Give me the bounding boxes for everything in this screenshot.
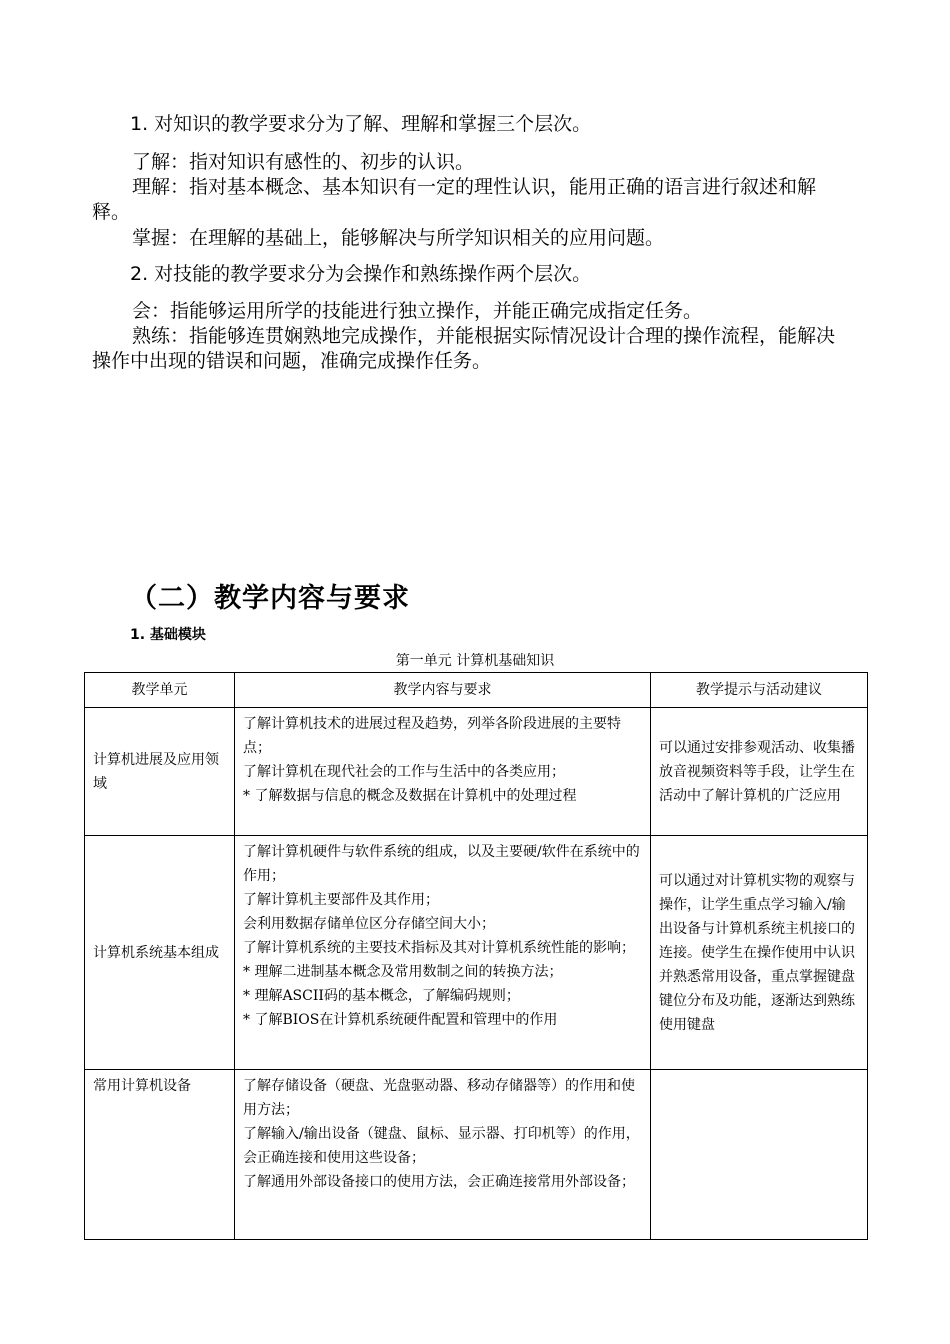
section-title: （二）教学内容与要求 [130,583,410,614]
content-item: 了解存储设备（硬盘、光盘驱动器、移动存储器等）的作用和使用方法； [243,1078,635,1118]
section-subtitle: 1. 基础模块 [130,627,206,643]
table-row [85,708,868,836]
row-unit: 常用计算机设备 [85,1070,235,1240]
row-tips: 可以通过安排参观活动、收集播放音视频资料等手段，让学生在活动中了解计算机的广泛应用 [651,708,868,836]
content-item: * 理解ASCII码的基本概念，了解编码规则； [243,988,520,1004]
comprehend-definition: 理解：指对基本概念、基本知识有一定的理性认识，能用正确的语言进行叙述和解释。 [92,176,817,223]
header-tips: 教学提示与活动建议 [651,673,868,708]
content-item: 了解计算机在现代社会的工作与生活中的各类应用； [243,764,565,780]
row-content [235,1070,651,1240]
row-content [235,708,651,836]
row-tips [651,1070,868,1240]
row-unit: 计算机进展及应用领域 [85,708,235,836]
content-item: 了解计算机硬件与软件系统的组成，以及主要硬/软件在系统中的作用； [243,844,640,884]
knowledge-requirement-heading: 1. 对知识的教学要求分为了解、理解和掌握三个层次。 [130,113,592,135]
content-item: * 理解二进制基本概念及常用数制之间的转换方法； [243,964,563,980]
content-item: 了解输入/输出设备（键盘、鼠标、显示器、打印机等）的作用，会正确连接和使用这些设备； [243,1126,640,1166]
proficient-definition: 熟练：指能够连贯娴熟地完成操作，并能根据实际情况设计合理的操作流程，能解决操作中出现的错误和问题，准确完成操作任务。 [92,325,836,372]
row-tips: 可以通过对计算机实物的观察与操作，让学生重点学习输入/输出设备与计算机系统主机接口的连接。使学生在操作使用中认识并熟悉常用设备，重点掌握键盘键位分布及功能，逐渐达到熟练使用键盘 [651,836,868,1070]
row-content [235,836,651,1070]
table-row [85,836,868,1070]
row-unit: 计算机系统基本组成 [85,836,235,1070]
skill-requirement-heading: 2. 对技能的教学要求分为会操作和熟练操作两个层次。 [130,263,592,285]
header-unit: 教学单元 [85,673,235,708]
content-item: 了解计算机主要部件及其作用； [243,892,439,908]
content-item: 了解通用外部设备接口的使用方法，会正确连接常用外部设备； [243,1174,635,1190]
content-item: 了解计算机系统的主要技术指标及其对计算机系统性能的影响； [243,940,635,956]
table-caption: 第一单元 计算机基础知识 [395,653,555,669]
header-content: 教学内容与要求 [235,673,651,708]
content-item: 了解计算机技术的进展过程及趋势，列举各阶段进展的主要特点； [243,716,621,756]
content-item: 会利用数据存储单位区分存储空间大小； [243,916,495,932]
understand-definition: 了解：指对知识有感性的、初步的认识。 [132,151,475,173]
table-row [85,1070,868,1240]
content-item: * 了解数据与信息的概念及数据在计算机中的处理过程 [243,788,577,804]
master-definition: 掌握：在理解的基础上，能够解决与所学知识相关的应用问题。 [132,227,665,249]
curriculum-table [84,672,868,1240]
content-item: * 了解BIOS在计算机系统硬件配置和管理中的作用 [243,1012,558,1028]
can-operate-definition: 会：指能够运用所学的技能进行独立操作，并能正确完成指定任务。 [132,300,703,322]
table-header-row [85,673,868,708]
